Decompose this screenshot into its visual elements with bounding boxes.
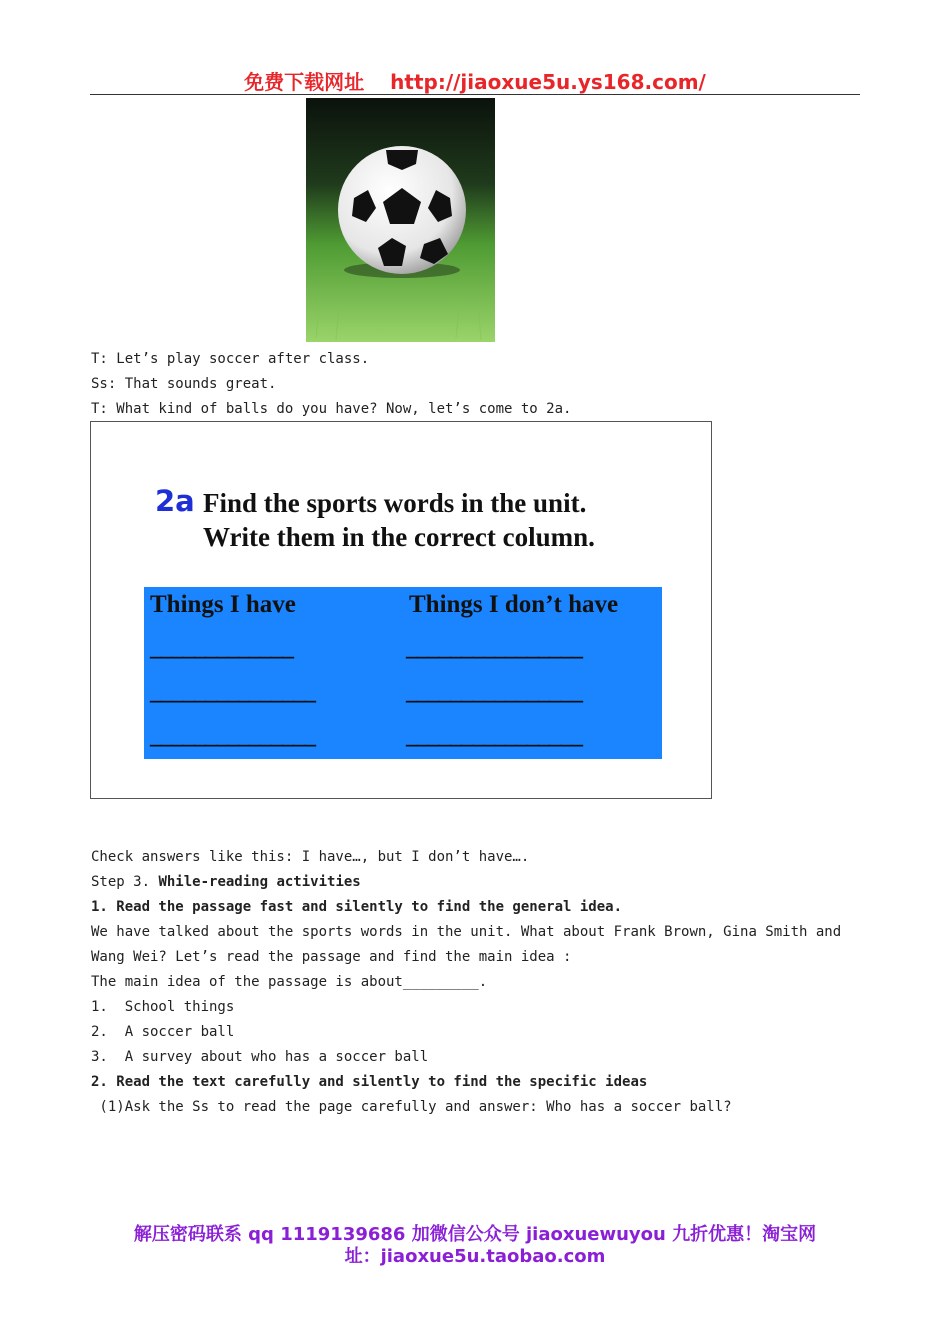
slide-2a — [90, 421, 712, 799]
column-header-have: Things I have — [150, 591, 296, 618]
step3-title: While-reading activities — [158, 874, 361, 890]
question-1: (1)Ask the Ss to read the page carefully and answer: Who has a soccer ball? — [91, 1099, 732, 1115]
instruction-line-2: Write them in the correct column. — [203, 522, 595, 552]
blank-line: ________________ — [406, 635, 582, 661]
blank-line: _______________ — [150, 723, 315, 749]
footer-line-2: 址：jiaoxue5u.taobao.com — [344, 1246, 606, 1267]
blank-line: _______________ — [150, 679, 315, 705]
task1-heading: 1. Read the passage fast and silently to find the general idea. — [91, 899, 623, 915]
dialog-line-2: Ss: That sounds great. — [91, 376, 277, 392]
page-header — [90, 66, 860, 95]
answer-table — [144, 587, 662, 759]
footer-line-1: 解压密码联系 qq 1119139686 加微信公众号 jiaoxuewuyou 九折优惠！淘宝网 — [133, 1224, 817, 1245]
step3-heading — [91, 870, 361, 895]
paragraph-line: Wang Wei? Let’s read the passage and find the main idea : — [91, 949, 572, 965]
blank-line: ________________ — [406, 723, 582, 749]
soccer-ball-photo — [306, 98, 495, 342]
blank-line: _____________ — [150, 635, 293, 661]
header-url-link[interactable]: http://jiaoxue5u.ys168.com/ — [390, 70, 706, 94]
column-header-dont-have: Things I don’t have — [409, 591, 619, 618]
option-3: 3. A survey about who has a soccer ball — [91, 1049, 429, 1065]
check-answers-text: Check answers like this: I have…, but I don’t have…. — [91, 849, 530, 865]
dialog-line-3: T: What kind of balls do you have? Now, let’s come to 2a. — [91, 401, 572, 417]
main-idea-prompt: The main idea of the passage is about_________. — [91, 974, 488, 990]
slide-tag: 2a — [155, 484, 195, 518]
task2-heading: 2. Read the text carefully and silently to find the specific ideas — [91, 1074, 648, 1090]
header-cn-label: 免费下载网址 — [244, 70, 365, 94]
paragraph-line: We have talked about the sports words in the unit. What about Frank Brown, Gina Smith and — [91, 924, 842, 940]
blank-line: ________________ — [406, 679, 582, 705]
step3-prefix: Step 3. — [91, 874, 159, 890]
instruction-line-1: Find the sports words in the unit. — [203, 488, 587, 518]
option-2: 2. A soccer ball — [91, 1024, 235, 1040]
slide-instruction — [203, 486, 595, 554]
option-1: 1. School things — [91, 999, 235, 1015]
dialog-line-1: T: Let’s play soccer after class. — [91, 351, 370, 367]
